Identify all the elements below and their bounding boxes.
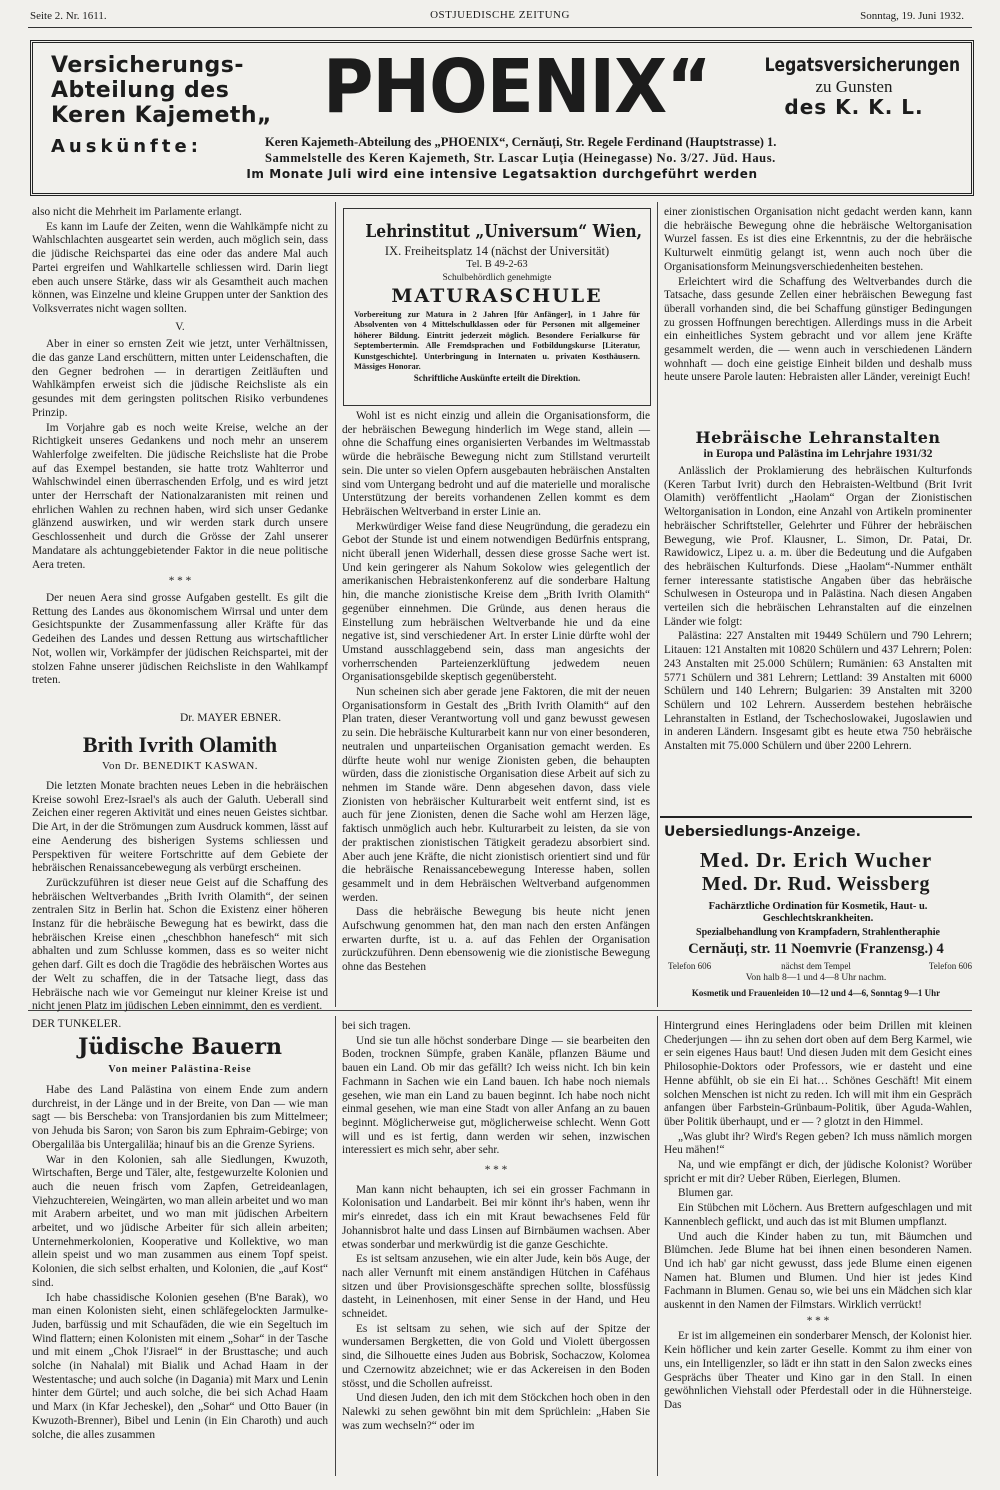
banner-left-line3: Keren Kajemeth„ [51,103,273,128]
paragraph: Ein Stübchen mit Löchern. Aus Brettern aufgeschlagen und mit Kannenblech geflickt, und auch das ist mit Blumen umpflanzt. [664,1202,972,1228]
separator-stars: * * * [806,1314,830,1327]
newspaper-title: OSTJUEDISCHE ZEITUNG [430,9,570,21]
paragraph: Erleichtert wird die Schaffung des Weltverbandes durch die Tatsache, dass gesunde Zellen einer hebräischen Bewegung fast überall vorhanden sind, die bei Schaffung günstiger Bedingungen zu grossen Hoffnungen berechtigen. Allerdings muss in die Arbeit ein einheitliches System gebracht und vor allem jene Kräfte gesammelt werden, die — wenn auch in verschiedenen Ländern wohnhaft — doch eine geistige Einheit bilden und deshalb muss heute unsere Parole lauten: Hebraisten aller Länder, vereinigt Euch! [664,275,972,384]
phoenix-banner-ad [30,40,974,196]
paragraph: Man kann nicht behaupten, ich sei ein grosser Fachmann in Kolonisation und Landarbeit. Bei mir könnt ihr's haben, wenn ihr mir's einredet, dass ich ein mit Kraut bewachsenes Feld für Johannisbrot halte und dass Linsen auf Birnbäumen wachsen. Aber etwas sonderbar und merkwürdig ist die ganze Geschichte. [342,1183,650,1251]
paragraph: Na, und wie empfängt er dich, der jüdische Kolonist? Worüber spricht er mit dir? Ueber Rüben, Eierlegen, Blumen. [664,1159,972,1185]
paragraph: Zurückzuführen ist dieser neue Geist auf die Schaffung des hebräischen Weltverbandes „Brith Ivrith Olamith“, der seinen zentralen Sitz in Berlin hat. Schon die Existenz einer höheren Instanz für die hebräische Bewegung hat es bewirkt, dass die hebräischen Kreise einen „cheschbhon hanefesch“ mit sich abhalten und zum Schlusse kommen, dass es so weiter nicht gehen darf. Gilt es doch die Tragödie des hebräischen Wortes aus der Welt zu schaffen, die in der Tatsache liegt, dass das Hebräische nach wie vor Gemeingut nur kleiner Kreise ist und nicht jenen Platz im jüdischen Leben einnimmt, den es verdient. [32,876,328,1013]
universum-phone: Tel. B 49-2-63 [466,259,528,270]
doctor-name-2: Med. Dr. Rud. Weissberg [701,873,931,895]
article-reichspartei [32,206,328,704]
practice-specialty: Fachärztliche Ordination für Kosmetik, Haut- u. Geschlechtskrankheiten. [708,901,928,924]
universum-address: IX. Freiheitsplatz 14 (nächst der Universität) [384,244,610,258]
paragraph: Und sie tun alle höchst sonderbare Dinge — sie bearbeiten den Boden, trocknen Sümpfe, graben Kanäle, pflanzen Bäume und bauen ein Land. Ob mir das gefällt? Ich weiss nicht. Ich bin kein Fachmann in Sachen wie ein Land bauen. Ich habe noch niemals gesehen, wie man ein Land zu bauen beginnt. Ich habe noch nicht einmal gesehen, wie man eine Stadt von aller Anfang an zu bauen beginnt. Möglicherweise gut, möglicherweise schlecht. Wenn Gott will und es ist fertig, dann werden wir sehen, inzwischen interessiert es mich sehr, aber sehr. [342,1034,650,1157]
section-numeral: V. [175,320,185,333]
banner-left-line2: Abteilung des [51,78,230,103]
lehranstalten-article [664,465,972,805]
practice-treatment: Spezialbehandlung von Krampfadern, Strahlentheraphie [696,927,940,938]
universum-approved: Schulbehördlich genehmigte [442,273,552,283]
practice-phone-left: Telefon 606 [668,961,712,971]
banner-info-line3: Im Monate Juli wird eine intensive Legatsaktion durchgeführt werden [246,167,758,181]
paragraph: „Was glubt ihr? Wird's Regen geben? Ich muss nämlich morgen Heu mähen!“ [664,1130,972,1157]
bauern-conclusion [664,1020,972,1478]
practice-cosmetic-hours: Kosmetik und Frauenleiden 10—12 und 4—6, Sonntag 9—1 Uhr [691,988,941,998]
paragraph: Hintergrund eines Heringladens oder beim Drillen mit kleinen Chederjungen — ihn zu sehen dort oben auf dem Berg Karmel, wie er sein eigenes Haus baut! Und diesen Juden mit dem Gesicht eines Philosophie-Doktors oder Professors, wie er dasteht und eine Henne abfühlt, ob sie ein Ei hat… Schönes Geschäft! Mit einem solchen Menschen ist nicht zu reden. Ich will mit ihm ein Gespräch anfangen über Farbstein-Grünbaum-Politik, über Aguda-Wahlen, über Politik überhaupt, und er — ? glotzt in den Himmel. [664,1020,972,1128]
lehranstalten-subtitle: in Europa und Palästina im Lehrjahre 1931/32 [703,448,933,460]
universum-title: Lehrinstitut „Universum“ Wien, [365,221,643,242]
universum-ad [343,208,651,406]
paragraph: Es ist seltsam anzusehen, wie ein alter Jude, kein bös Auge, der nach aller Vernunft mit einem anständigen Hütchen in Caféhaus sitzen und über Provisionsgeschäfte sprechen sollte, blossfüssig dasteht, in Leinenhosen, mit einer Sense in der Hand, und Heu schneidet. [342,1253,650,1321]
paragraph: Anlässlich der Proklamierung des hebräischen Kulturfonds (Keren Tarbut Ivrit) durch den Hebraisten-Weltbund (Brit Ivrit Olamith) veröffentlicht „Haolam“ Organ der Zionistischen Weltorganisation in London, eine Anzahl von Artikeln prominenter hebräischer Schriftsteller, Gelehrter und Führer der hebräischen Bewegung, wie Prof. Klausner, L. Simon, Dr. Patai, Dr. Rawidowicz, Lipez u. a. m. über die Bedeutung und die Aufgaben des hebräischen Kulturfonds. Diese „Haolam“-Nummer enthält ferner interessante statistische Angaben über das hebräische Schulwesen in Osteuropa und in Palästina. Nach diesen Angaben verteilen sich die hebräischen Lehranstalten auf die einzelnen Länder wie folgt: [664,465,972,628]
paragraph: einer zionistischen Organisation nicht gedacht werden kann, kann die hebräische Bewegung ohne die hebräische Weltorganisation Wurzel fassen. Es ist dies eine Erkenntnis, zu der die hebräische Kulturwelt einmütig gelangt ist, wenn auch noch über die Organisationsform Meinungsverschiedenheiten bestehen. [664,206,972,273]
bauern-byline: Von meiner Palästina-Reise [108,1064,252,1075]
page-number: Seite 2. Nr. 1611. [30,10,107,22]
paragraph: Die letzten Monate brachten neues Leben in die hebräischen Kreise sowohl Erez-Israel's als auch der Galuth. Ueberall sind Zeichen einer regeren Aktivität und eines neuen Geistes sichtbar. Die Art, in der die Strömungen zum Ausdruck kommen, lässt auf eine Aenderung des bisherigen Systems schliessen und Perspektiven für weitere Fortschritte auf dem Gebiete der hebräischen Renaissancebewegung als verbürgt erscheinen. [32,780,328,875]
universum-school: MATURASCHULE [391,285,603,307]
banner-info-line1: Keren Kajemeth-Abteilung des „PHOENIX“, Cernăuți, Str. Regele Ferdinand (Hauptstrasse) 1. [265,135,777,149]
practice-landmark: nächst dem Tempel [781,961,851,971]
practice-hours: Von halb 8—1 und 4—8 Uhr nachm. [745,973,887,983]
paragraph: Er ist im allgemeinen ein sonderbarer Mensch, der Kolonist hier. Kein höflicher und kein zarter Geselle. Kommt zu ihm einer von uns, ein Intelligenzler, so lädt er ihn statt in den Salon zwecks eines Gesprächs über Theater und Kino gar in den Stall. In einen gewöhnlichen Viehstall oder Pferdestall oder in die Hühnersteige. Das [664,1330,972,1411]
paragraph: also nicht die Mehrheit im Parlamente erlangt. [32,206,242,218]
separator-stars: * * * [168,575,192,588]
practice-address: Cernăuți, str. 11 Noemvrie (Franzensg.) 4 [688,941,944,957]
paragraph: bei sich tragen. [342,1020,411,1032]
paragraph: Und diesen Juden, den ich mit dem Stöckchen hoch oben in den Nalewki zu sehen gewöhnt bin mit dem Sprüchlein: „Haben Sie was zum wechseln?“ oder im [342,1392,650,1432]
brith-article [32,780,328,1013]
paragraph: Aber in einer so ernsten Zeit wie jetzt, unter Verhältnissen, die das ganze Land erschüttern, mitten unter Leidenschaften, die den Gegner bedrohen — in derartigen Zeitläuften und Wahlkämpfen erweist sich die jüdische Reichsliste als ein gesundes mit dem geringsten politschen Risiko verbundenes Prinzip. [32,338,328,419]
paragraph: Wohl ist es nicht einzig und allein die Organisationsform, die der hebräischen Bewegung hinderlich im Wege stand, allein — ohne die Schaffung eines organisierten Verbandes im Weltmasstab würde die hebräische Bewegung nicht zum Stillstand verurteilt sein. Die unter so vielen Opfern ausgebauten hebräischen Anstalten sind vom Untergang bedroht und auf die materielle und moralische Unterstützung der bereits vorhandenen Zellen kommt es dem Hebräischen Weltverband in erster Linie an. [342,410,650,518]
universum-footer: Schriftliche Auskünfte erteilt die Direktion. [413,373,581,384]
practice-phone-right: Telefon 606 [928,961,972,971]
bauern-article [32,1084,328,1478]
paragraph: Nun scheinen sich aber gerade jene Faktoren, die mit der neuen Organisationsform in Gestalt des „Brith Ivrith Olamith“ auf den Plan traten, dieser Verantwortung voll und ganz bewusst gewesen zu sein. Die hebräische Kulturarbeit kann nur von einer besonderen, neutralen und unparteiischen Organisation gemacht werden. Es dürfte heute wohl nur wenige Zionisten geben, die behaupten würden, dass die zionistische Organisation diese Arbeit auf sich zu nehmen im Stande wäre. Denn abgesehen davon, dass viele Zionisten von hebräischer Kulturarbeit weit entfernt sind, ist es auch für jene Zionisten, denen die Sache wohl am Herzen läge, faktisch unmöglich auch hebr. Kulturarbeit zu leisten, da sie von der praktischen zionistischen Tätigkeit geradezu absorbiert sind. Aber auch jene Kräfte, die nicht zionistisch orientiert sind und für die hebräische Renaissancebewegung Interesse haben, sollen gesammelt und in dem Hebräischen Weltverband aufgenommen werden. [342,686,650,904]
paragraph: Der neuen Aera sind grosse Aufgaben gestellt. Es gilt die Rettung des Landes aus ökonomischem Wirrsal und unter dem Gesichtspunkte der Zusammenfassung aller Kräfte für das Gedeihen des Landes und dessen Rettung aus wirtschaftlicher Not, wollen wir, Vorkämpfer der jüdischen Reichspartei, mit der stolzen Fahne unserer jüdischen Reichsliste in den Wahlkampf treten. [32,591,328,687]
paragraph: Im Vorjahre gab es noch weite Kreise, welche an der Richtigkeit unseres Gedankens und noch mehr an unserem Wahlerfolge zweifelten. Die jüdische Reichsliste hat die Probe auf das Exempel bestanden, sie hatte trotz Wahlterror und Wahlschwindel einen überraschenden Erfolg, und es wird jetzt unter der Herrschaft der Nationalzaranisten mit reinen und ehrlichen Wahlen zu rechnen haben, wird sich unser Gedanke glänzend auswirken, und wir werden stark durch unsere Geschlossenheit und durch die Grösse der Zahl unserer Mandatare als achtunggebietender Faktor in die neue politische Aera treten. [32,421,328,571]
paragraph: Es ist seltsam zu sehen, wie sich auf der Spitze der wundersamen Bergketten, die von Gold und Violett übergossen sind, die Silhouette eines Juden aus Bobrisk, Sochaczow, Kolomea und Czernowitz abzeichnet; wie er das Ackereisen in den Boden stösst, und die Schollen aufreisst. [342,1322,650,1390]
banner-left-line1: Versicherungs- [51,53,245,78]
issue-date: Sonntag, 19. Juni 1932. [860,10,964,22]
brith-title: Brith Ivrith Olamith [82,732,278,757]
banner-right-line2: zu Gunsten [815,77,893,96]
paragraph: Merkwürdiger Weise fand diese Neugründung, die geradezu ein Gebot der Stunde ist und einem notwendigen Bedürfnis entsprang, nicht überall jenen Widerhall, dessen diese grosse Sache wert ist. Und kein geringerer als Nahum Sokolow wies gelegentlich der amerikanischen Hebraistenkonferenz auf die sonderbare Haltung hin, die manche zionistische Kreise dem „Brith Ivrith Olamith“ gegenüber einnehmen. Die Gründe, aus denen heraus die Einstellung zum hebräischen Weltverbande hie und da eine negative ist, sind verschiedener Art. In erster Linie dürfte wohl der Umstand ausschlaggebend sein, dass man angesichts der vorherrschenden Parteienzerklüftung jedwedem neuen Organisationsgebilde skeptisch gegenübersteht. [342,520,650,684]
paragraph: Habe des Land Palästina von einem Ende zum andern durchreist, in der Länge und in der Breite, von Dan — wie man sagt — bis Berscheba: von Transjordanien bis zum Mittelmeer; von Jehuda bis Saron; von Saron bis zum Ephraim-Gebirge; von Obergaliläa bis Untergaliläa; hinauf bis an die Grenze Syriens. [32,1084,328,1151]
author-signature: Dr. MAYER EBNER. [180,712,282,724]
bauern-title: Jüdische Bauern [77,1034,282,1060]
paragraph: Blumen gar. [678,1187,734,1200]
paragraph: War in den Kolonien, sah alle Siedlungen, Kwuzoth, Wirtschaften, Berge und Täler, alte, festgewurzelte Kolonien und auch die neuen frisch vom Zapfen, Getreideanlagen, Viehzuchtereien, Weingärten, wo man allein arbeitet und wo man mit Arabern arbeitet, und wo man mit jüdischen Arbeitern arbeitet, und wo jüdische Arbeiter für sich allein arbeiten; Unternehmerkolonien, Kooperative und Kollektive, wo man allein speist und wo man zusammen aus einem Topf speist. Kolonien, die sich selbst erhalten, und Kolonien, die „auf Kost“ sind. [32,1153,328,1289]
banner-brand: PHOENIX [323,44,667,130]
brith-conclusion [664,206,972,414]
lehranstalten-title: Hebräische Lehranstalten [695,428,941,447]
brith-byline: Von Dr. BENEDIKT KASWAN. [101,760,259,772]
separator-stars: * * * [484,1164,508,1177]
doctor-name-1: Med. Dr. Erich Wucher [699,848,933,872]
brith-continued [342,410,650,1006]
paragraph: Es kann im Laufe der Zeiten, wenn die Wahlkämpfe nicht zu Wahlschlachten ausgeartet sein werden, auch möglich sein, dass die jüdische Reichspartei das eine oder das andere Mal auch Partei ergreifen und Wahlkartelle schliessen wird. Darin liegt eben auch unsere Stärke, dass wir als Gesamtheit auch machen können, was Einzelne und kleine Gruppen unter der Sanktion des Volksverrates nicht wagen sollten. [32,220,328,315]
paragraph: Dass die hebräische Bewegung bis heute nicht jenen Aufschwung genommen hat, den man nach den ersten Anfängen erwarten durfte, ist u. a. auf das Fehlen der Organisation zurückzuführen. Denn ebensowenig wie die zionistische Bewegung ohne das Bestehen [342,906,650,974]
paragraph: Palästina: 227 Anstalten mit 19449 Schülern und 790 Lehrern; Litauen: 121 Anstalten mit 10820 Schülern und 437 Lehrern; Polen: 243 Anstalten mit 25.000 Schülern; Rumänien: 63 Anstalten mit 5771 Schülern und 381 Lehrern; Lettland: 39 Anstalten mit 6000 Schülern und 140 Lehrern; Bulgarien: 39 Anstalten mit 3200 Schülern und 102 Lehrern. Ausserdem bestehen hebräische Lehranstalten in Estland, der Tschechoslowakei, Jugoslawien und in anderen Ländern. Insgesamt gibt es heute etwa 750 hebräische Anstalten mit 75.000 Schülern und über 2200 Lehrern. [664,630,972,753]
bauern-continued [342,1020,650,1478]
banner-info-line2: Sammelstelle des Keren Kajemeth, Str. Lascar Luţia (Heinegasse) No. 3/27. Jüd. Haus. [265,151,776,165]
banner-right-line1: Legatsversicherungen [764,54,961,76]
relocation-heading: Uebersiedlungs-Anzeige. [664,824,861,840]
banner-quote: “ [666,44,711,130]
universum-body: Vorbereitung zur Matura in 2 Jahren [für Anfänger], in 1 Jahre für Absolventen von 4 Mittelschulklassen oder für Personen mit allgemeiner höherer Bildung. Eintritt jederzeit möglich. Besondere Ferialkurse für Septembertermin. Alle Fremdsprachen und Fotbildungskurse [Literatur, Kunstgeschichte]. Unterbringung in Internaten u. privaten Kosthäusern. Mässiges Honorar. [354,310,640,372]
banner-right-line3: des K. K. L. [784,95,924,119]
paragraph: Und auch die Kinder haben zu tun, mit Bäumchen und Blümchen. Jede Blume hat bei ihnen einen besonderen Namen. Und ich hab' gar nicht gewusst, dass jede Blume einen eigenen Namen hat. Blumen und Blumen. Und hier ist jedes Kind Fachmann in Blumen. Genau so, wie bei uns ein Mädchen sich klar auskennt in den Namen der Filmstars. Wirklich verrückt! [664,1230,972,1312]
paragraph: Ich habe chassidische Kolonien gesehen (B'ne Barak), wo man einen Kolonisten sieht, einen schläfegelockten Jarmulke-Juden, barfüssig und mit Schaufäden, die wie ein Segeltuch im Wind flattern; einen Kolonisten mit einem „Sohar“ in der Tasche und mit einem „Chok l'Jisrael“ in der Brusttasche; und auch solche (in Nahalal) mit Bialik und Achad Haam in der Westentasche; und auch solche (in Dagania) mit Marx und Lenin hinter dem Gürtel; und auch solche, die bei sich Achad Haam und Marx (in Kfar Jecheskel), den „Sohar“ und Otto Bauer (in Kwuzoth-Brenner), Bibel und Lenin (in Ein Charoth) und auch solche, die alles zusammen [32,1291,328,1441]
bauern-kicker: DER TUNKELER. [32,1018,122,1030]
banner-info-label: Auskünfte: [51,136,202,157]
